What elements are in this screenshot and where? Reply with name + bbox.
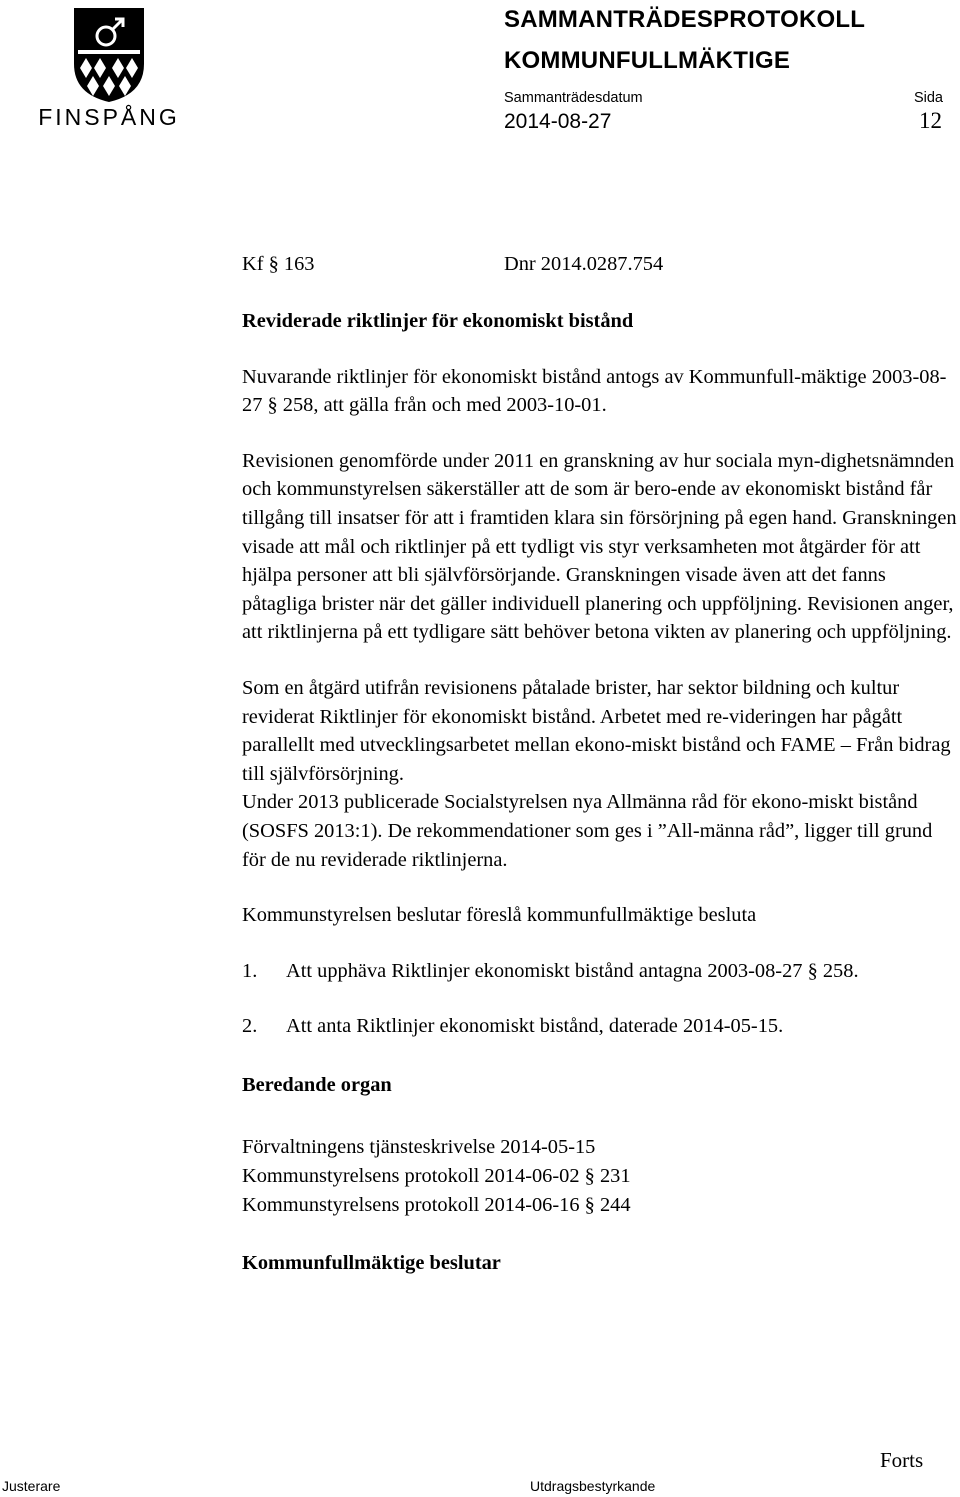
- reference-item: Förvaltningens tjänsteskrivelse 2014-05-15: [242, 1136, 596, 1159]
- diary-number: Dnr 2014.0287.754: [504, 253, 664, 275]
- paragraph: Revisionen genomförde under 2011 en granskning av hur sociala myn-dighetsnämnden och kommunstyrelsen säkerställer att de som är bero-ende av ekonomiskt bistånd får tillgång till insatser för att i framtiden klara sin försörjning på egen hand. Granskningen visade att mål och riktlinjer på ett tydligt vis styr verksamheten mot åtgärder för att hjälpa personer att bli självförsörjande. Granskningen visade även att det fanns påtagliga brister när det gäller individuell planering och uppföljning. Revisionen anger, att riktlinjerna på ett tydligare sätt behöver betona vikten av planering och uppföljning.: [242, 449, 957, 644]
- meeting-date: 2014-08-27: [504, 110, 612, 133]
- logo-text: FINSPÅNG: [38, 104, 180, 130]
- decision-heading: Kommunfullmäktige beslutar: [242, 1252, 501, 1275]
- reference-item: Kommunstyrelsens protokoll 2014-06-16 § 244: [242, 1193, 631, 1216]
- continued-label: Forts: [880, 1448, 924, 1472]
- list-number: 1.: [242, 959, 258, 982]
- list-number: 2.: [242, 1015, 258, 1038]
- meeting-date-label: Sammanträdesdatum: [504, 90, 643, 106]
- section-heading: Reviderade riktlinjer för ekonomiskt bistånd: [242, 310, 634, 332]
- reference-row: [242, 250, 958, 280]
- document-body: [242, 250, 958, 1278]
- reference-list: [242, 1133, 958, 1219]
- utdragsbestyrkande-label: Utdragsbestyrkande: [530, 1478, 656, 1494]
- protocol-title: SAMMANTRÄDESPROTOKOLL: [504, 6, 866, 33]
- finspang-logo: [36, 6, 182, 136]
- reference-item: Kommunstyrelsens protokoll 2014-06-02 § 231: [242, 1165, 631, 1188]
- paragraph: Under 2013 publicerade Socialstyrelsen nya Allmänna råd för ekono-miskt bistånd (SOSFS 2013:1). De rekommendationer som ges i ”All-männa råd”, ligger till grund för de nu reviderade riktlinjerna.: [242, 791, 933, 871]
- paragraph: Kommunstyrelsen beslutar föreslå kommunfullmäktige besluta: [242, 904, 757, 927]
- paragraph: Som en åtgärd utifrån revisionens påtalade brister, har sektor bildning och kultur reviderat Riktlinjer för ekonomiskt bistånd. Arbetet med re-videringen har pågått parallellt med utvecklingsarbetet mellan ekono-miskt bistånd och FAME – Från bidrag till självförsörjning.: [242, 676, 951, 785]
- list-item: [242, 1012, 958, 1041]
- coat-of-arms-icon: [36, 6, 182, 104]
- paragraph: Nuvarande riktlinjer för ekonomiskt bistånd antogs av Kommunfull-mäktige 2003-08-27 § 258, att gälla från och med 2003-10-01.: [242, 365, 947, 417]
- beredande-heading: Beredande organ: [242, 1073, 392, 1096]
- list-text: Att upphäva Riktlinjer ekonomiskt bistånd antagna 2003-08-27 § 258.: [286, 959, 859, 982]
- protocol-subtitle: KOMMUNFULLMÄKTIGE: [504, 47, 791, 74]
- list-item: [242, 957, 958, 986]
- justerare-label: Justerare: [2, 1478, 61, 1494]
- list-text: Att anta Riktlinjer ekonomiskt bistånd, daterade 2014-05-15.: [286, 1015, 784, 1038]
- page-number: 12: [919, 108, 942, 133]
- page-label: Sida: [913, 90, 943, 106]
- paragraph-number: Kf § 163: [242, 253, 315, 275]
